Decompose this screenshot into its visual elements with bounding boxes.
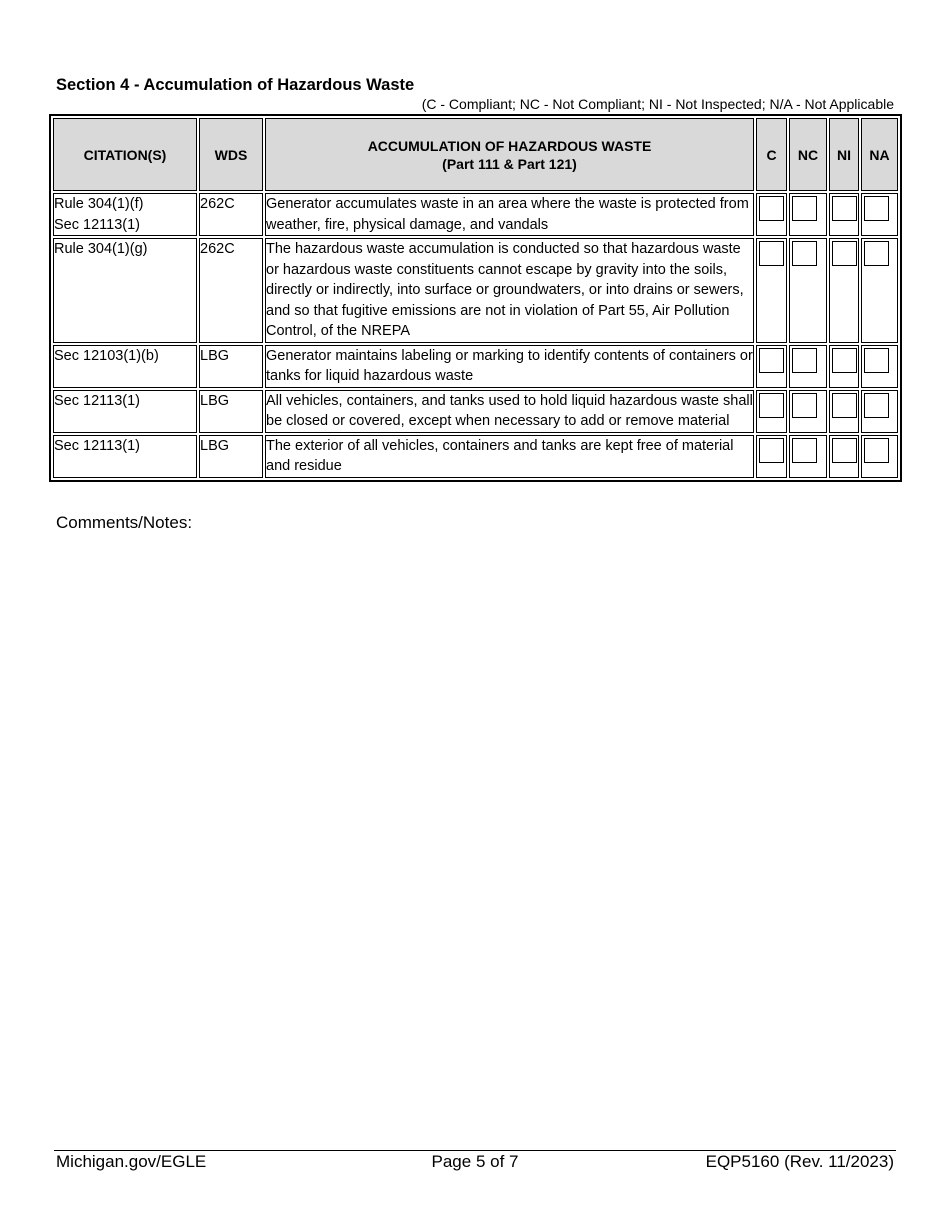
wds-cell: 262C [199, 238, 263, 343]
nc-cell [789, 390, 827, 433]
not-inspected-checkbox[interactable] [832, 438, 857, 463]
table-row [53, 238, 898, 343]
description-cell: All vehicles, containers, and tanks used to hold liquid hazardous waste shall be closed or covered, except when necessary to add or remove material [265, 390, 754, 433]
citation-text: Rule 304(1)(f) [54, 196, 144, 212]
c-cell [756, 193, 787, 236]
c-cell [756, 345, 787, 388]
not-applicable-checkbox[interactable] [864, 196, 889, 221]
header-c: C [756, 118, 787, 191]
ni-cell [829, 435, 859, 478]
header-nc: NC [789, 118, 827, 191]
compliant-checkbox[interactable] [759, 196, 784, 221]
citation-cell [53, 345, 197, 388]
section-title: Section 4 - Accumulation of Hazardous Waste [56, 76, 415, 94]
na-cell [861, 390, 898, 433]
header-wds: WDS [199, 118, 263, 191]
c-cell [756, 435, 787, 478]
not-applicable-checkbox[interactable] [864, 241, 889, 266]
compliant-checkbox[interactable] [759, 438, 784, 463]
description-cell: Generator maintains labeling or marking to identify contents of containers or tanks for liquid hazardous waste [265, 345, 754, 388]
header-description [265, 118, 754, 191]
footer-page-number: Page 5 of 7 [431, 1152, 519, 1171]
table-row [53, 390, 898, 433]
na-cell [861, 345, 898, 388]
not-inspected-checkbox[interactable] [832, 196, 857, 221]
compliant-checkbox[interactable] [759, 393, 784, 418]
not-compliant-checkbox[interactable] [792, 438, 817, 463]
table-row [53, 435, 898, 478]
c-cell [756, 238, 787, 343]
wds-cell: LBG [199, 435, 263, 478]
compliant-checkbox[interactable] [759, 241, 784, 266]
description-cell: The hazardous waste accumulation is conducted so that hazardous waste or hazardous waste constituents cannot escape by gravity into the soils, directly or indirectly, into surface or groundwaters, or into drains or sewers, and so that fugitive emissions are not in violation of Part 55, Air Pollution Control, of the NREPA [265, 238, 754, 343]
citation-text: Sec 12113(1) [54, 216, 140, 233]
not-inspected-checkbox[interactable] [832, 393, 857, 418]
not-compliant-checkbox[interactable] [792, 393, 817, 418]
citation-cell [53, 238, 197, 343]
citation-text: Sec 12113(1) [54, 392, 140, 409]
ni-cell [829, 345, 859, 388]
c-cell [756, 390, 787, 433]
citation-cell [53, 435, 197, 478]
nc-cell [789, 238, 827, 343]
not-compliant-checkbox[interactable] [792, 196, 817, 221]
not-compliant-checkbox[interactable] [792, 348, 817, 373]
compliant-checkbox[interactable] [759, 348, 784, 373]
not-applicable-checkbox[interactable] [864, 393, 889, 418]
citation-cell [53, 193, 197, 236]
header-na: NA [861, 118, 898, 191]
description-cell: The exterior of all vehicles, containers and tanks are kept free of material and residue [265, 435, 754, 478]
comments-notes-label: Comments/Notes: [56, 513, 193, 532]
not-inspected-checkbox[interactable] [832, 241, 857, 266]
table-row [53, 345, 898, 388]
ni-cell [829, 390, 859, 433]
citation-text: Sec 12113(1) [54, 437, 140, 454]
header-ni: NI [829, 118, 859, 191]
wds-cell: LBG [199, 390, 263, 433]
accumulation-table [49, 114, 902, 482]
description-cell: Generator accumulates waste in an area where the waste is protected from weather, fire, physical damage, and vandals [265, 193, 754, 236]
compliance-legend: (C - Compliant; NC - Not Compliant; NI - Not Inspected; N/A - Not Applicable [421, 96, 894, 112]
na-cell [861, 193, 898, 236]
ni-cell [829, 238, 859, 343]
header-citation: CITATION(S) [53, 118, 197, 191]
footer-divider [54, 1150, 896, 1151]
nc-cell [789, 345, 827, 388]
ni-cell [829, 193, 859, 236]
table-row [53, 193, 898, 236]
footer-form-id: EQP5160 (Rev. 11/2023) [705, 1152, 894, 1171]
header-row [53, 118, 898, 191]
wds-cell: 262C [199, 193, 263, 236]
na-cell [861, 238, 898, 343]
citation-text: Rule 304(1)(g) [54, 241, 148, 257]
nc-cell [789, 193, 827, 236]
footer-website: Michigan.gov/EGLE [56, 1152, 207, 1171]
not-compliant-checkbox[interactable] [792, 241, 817, 266]
not-inspected-checkbox[interactable] [832, 348, 857, 373]
citation-cell [53, 390, 197, 433]
header-description-line2: (Part 111 & Part 121) [442, 155, 577, 172]
wds-cell: LBG [199, 345, 263, 388]
na-cell [861, 435, 898, 478]
citation-text: Sec 12103(1)(b) [54, 347, 159, 364]
nc-cell [789, 435, 827, 478]
header-description-line1: ACCUMULATION OF HAZARDOUS WASTE [367, 137, 652, 154]
not-applicable-checkbox[interactable] [864, 348, 889, 373]
not-applicable-checkbox[interactable] [864, 438, 889, 463]
